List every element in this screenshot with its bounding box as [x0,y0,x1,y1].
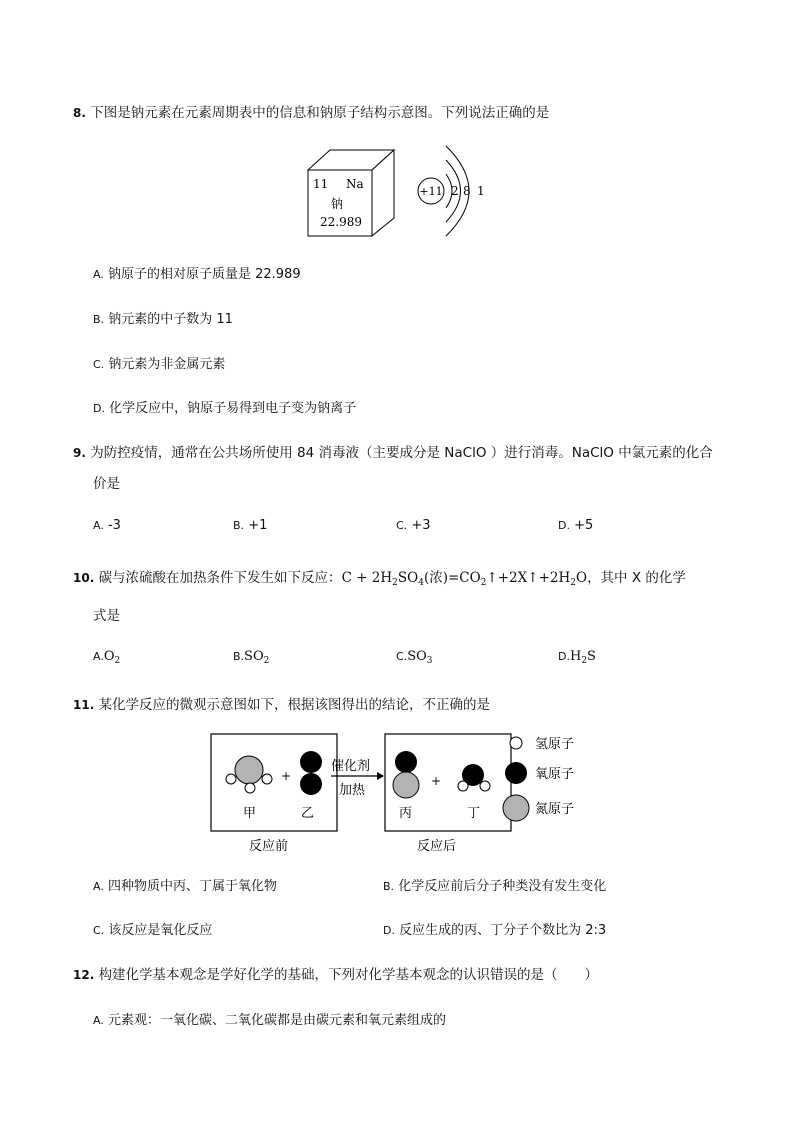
arrow-top-text: 催化剂 [331,759,371,774]
caption-before: 反应前 [249,839,289,854]
label-jia: 甲 [243,806,257,821]
plus-sign-before: + [281,769,292,783]
q9-option-d[interactable]: D. +5 [558,518,594,533]
reaction-micro-diagram [205,728,595,858]
nitrogen-legend-icon [503,795,529,821]
legend [503,737,574,821]
sodium-figure [300,140,500,240]
oxygen-legend-icon [505,762,527,784]
element-card [308,150,394,236]
element-name: 钠 [331,197,344,211]
q9-option-c[interactable]: C. +3 [396,518,431,533]
label-bing: 丙 [399,806,413,821]
q9-stem: 9. 为防控疫情，通常在公共场所使用 84 消毒液（主要成分是 NaClO ）进行消毒。NaClO 中氯元素的化合 [73,445,713,461]
reaction-equation: $C + 2H_2SO_4$(浓)$=CO_2↑+2X↑+2H_2O$ [341,570,588,588]
label-ding: 丁 [467,806,481,821]
q10-stem-line2: 式是 [93,608,120,624]
q10-stem: 10. 碳与浓硫酸在加热条件下发生如下反应：$C + 2H_2SO_4$(浓)$=CO_2↑+2X↑+2H_2O$，其中 X 的化学 [73,570,686,588]
q11-option-a[interactable]: A. 四种物质中丙、丁属于氧化物 [93,879,277,894]
q8-option-d[interactable]: D. 化学反应中，钠原子易得到电子变为钠离子 [93,401,357,416]
q9-option-b[interactable]: B. +1 [233,518,268,533]
q12-option-a[interactable]: A. 元素观：一氧化碳、二氧化碳都是由碳元素和氧元素组成的 [93,1013,446,1028]
shell-3-electrons: 1 [477,184,485,198]
q8-option-c[interactable]: C. 钠元素为非金属元素 [93,357,226,372]
caption-after: 反应后 [417,839,457,854]
svg-text:氧原子: 氧原子 [535,767,575,782]
atom-structure [418,146,485,236]
svg-text:氮原子: 氮原子 [535,802,575,817]
arrow-bottom-text: 加热 [339,783,366,798]
q8-stem: 8. 下图是钠元素在元素周期表中的信息和钠原子结构示意图。下列说法正确的是 [73,105,550,121]
atomic-mass: 22.989 [320,215,362,229]
svg-text:氢原子: 氢原子 [535,737,575,752]
q12-stem: 12. 构建化学基本观念是学好化学的基础，下列对化学基本观念的认识错误的是（ ） [73,967,599,983]
hydrogen-legend-icon [510,737,522,749]
label-yi: 乙 [301,806,315,821]
plus-sign-after: + [431,774,442,788]
q11-option-b[interactable]: B. 化学反应前后分子种类没有发生变化 [383,879,607,894]
q10-option-a[interactable]: $A.O_2$ [93,649,121,666]
q8-option-b[interactable]: B. 钠元素的中子数为 11 [93,312,233,327]
q10-option-c[interactable]: $C.SO_3$ [396,649,433,666]
atomic-number: 11 [313,177,329,191]
q11-option-d[interactable]: D. 反应生成的丙、丁分子个数比为 2:3 [383,923,607,938]
q10-option-d[interactable]: $D.H_2S$ [558,649,596,666]
element-symbol: Na [346,177,364,191]
shell-1-electrons: 2 [451,184,459,198]
q10-option-b[interactable]: $B.SO_2$ [233,649,270,666]
q9-stem-line2: 价是 [93,476,120,492]
q8-option-a[interactable]: A. 钠原子的相对原子质量是 22.989 [93,267,301,282]
shell-2-electrons: 8 [463,184,471,198]
q11-option-c[interactable]: C. 该反应是氧化反应 [93,923,213,938]
nucleus-charge: +11 [419,185,443,198]
q11-stem: 11. 某化学反应的微观示意图如下，根据该图得出的结论，不正确的是 [73,697,491,713]
q9-option-a[interactable]: A. -3 [93,518,121,533]
